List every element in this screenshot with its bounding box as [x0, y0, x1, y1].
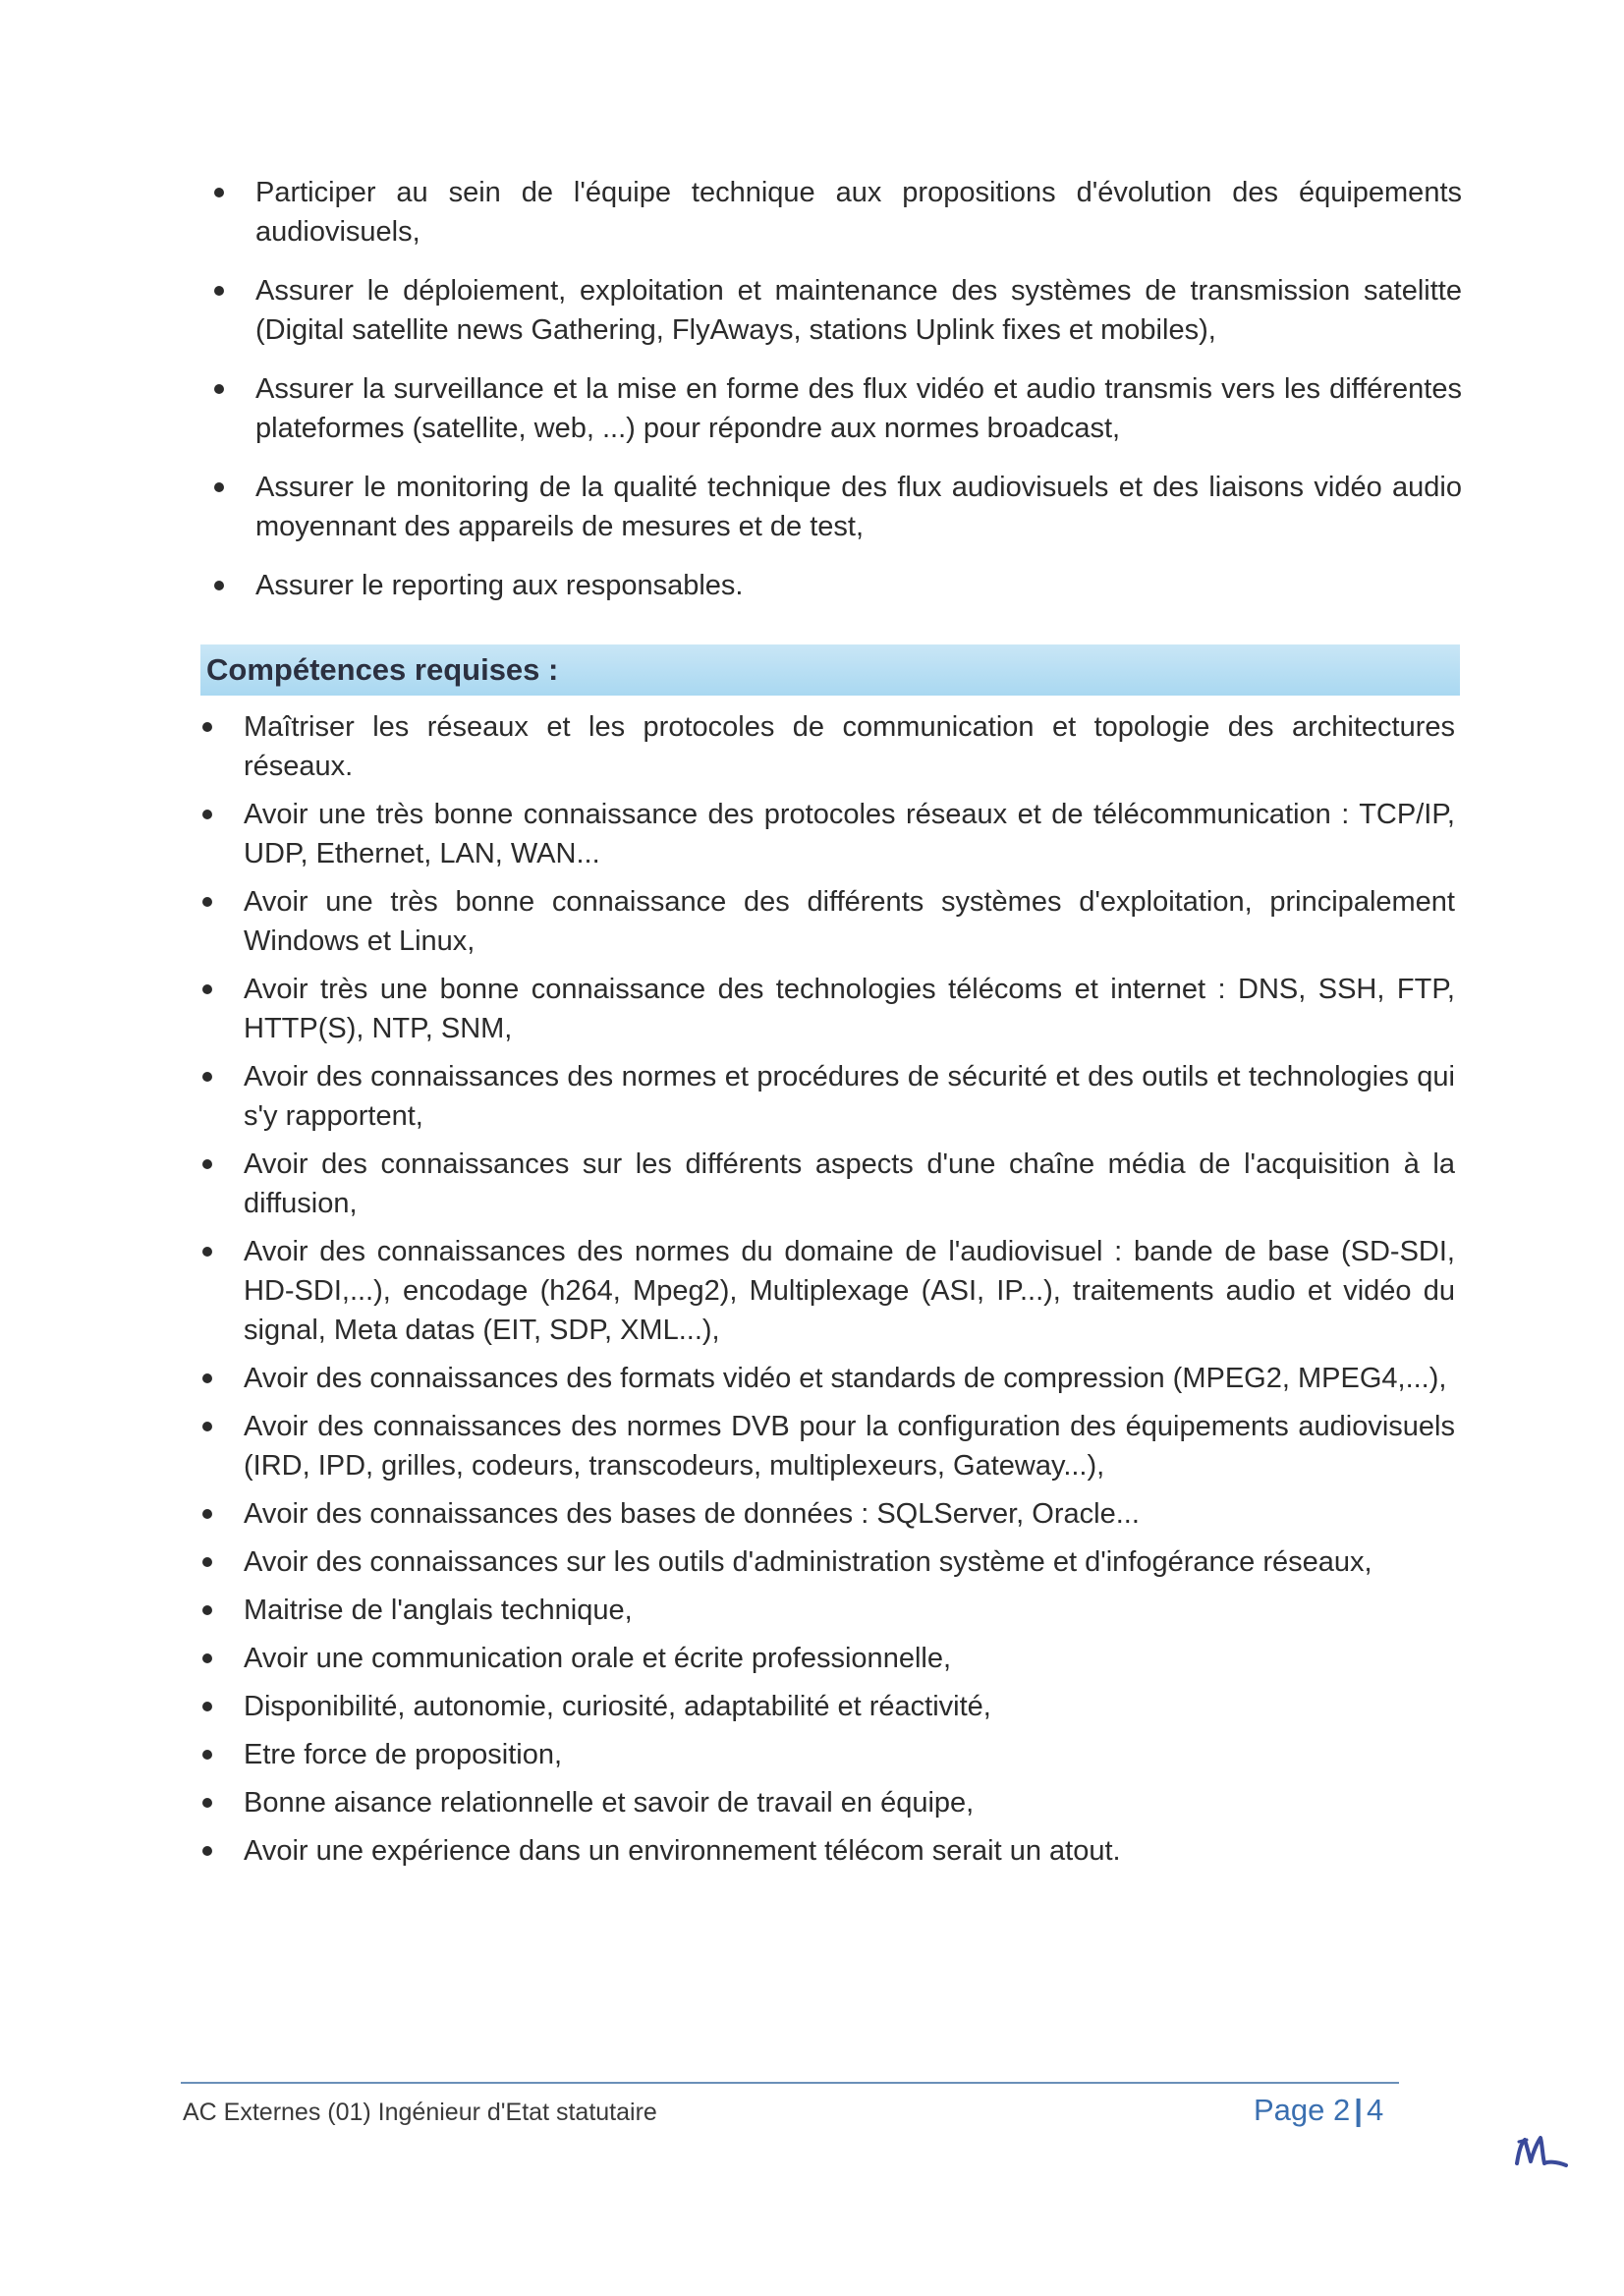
duty-item-text: Assurer la surveillance et la mise en forme des flux vidéo et audio transmis vers les différentes plateformes (satellite, web, ...) pour répondre aux normes broadcast, — [255, 373, 1462, 444]
skill-item — [193, 1359, 1455, 1398]
skill-item-text: Avoir très une bonne connaissance des technologies télécoms et internet : DNS, SSH, FTP, HTTP(S), NTP, SNM, — [244, 974, 1455, 1044]
skill-item — [193, 1783, 1455, 1822]
bullet-icon — [214, 581, 224, 590]
bullet-icon — [202, 1798, 212, 1808]
skills-heading-text: Compétences requises : — [206, 652, 559, 687]
bullet-icon — [202, 1702, 212, 1711]
skill-item-text: Avoir des connaissances des normes du domaine de l'audiovisuel : bande de base (SD-SDI, HD-SDI,...), encodage (h264, Mpeg2), Multiplexage (ASI, IP...), traitements audio et vidéo du signal, Meta datas (EIT, SDP, XML...), — [244, 1236, 1455, 1346]
bullet-icon — [202, 1846, 212, 1856]
skill-item-text: Avoir des connaissances sur les outils d'administration système et d'infogérance réseaux, — [244, 1546, 1372, 1578]
skill-item-text: Bonne aisance relationnelle et savoir de travail en équipe, — [244, 1787, 975, 1819]
bullet-icon — [202, 1072, 212, 1082]
skill-item-text: Avoir des connaissances des normes DVB pour la configuration des équipements audiovisuels (IRD, IPD, grilles, codeurs, transcodeurs, multiplexeurs, Gateway...), — [244, 1411, 1455, 1482]
handwritten-initials-signature — [1513, 2132, 1570, 2171]
skill-item-text: Etre force de proposition, — [244, 1739, 563, 1770]
bullet-icon — [202, 810, 212, 819]
skill-item — [193, 1494, 1455, 1534]
skill-item — [193, 882, 1455, 961]
skill-item — [193, 1639, 1455, 1678]
duties-list — [204, 173, 1462, 625]
skill-item — [193, 1735, 1455, 1774]
footer-divider — [181, 2082, 1399, 2084]
skill-item — [193, 970, 1455, 1048]
page-total: 4 — [1366, 2093, 1384, 2127]
duty-item — [204, 369, 1462, 448]
page-label: Page — [1254, 2093, 1325, 2127]
skill-item — [193, 1687, 1455, 1726]
duty-item-text: Assurer le monitoring de la qualité technique des flux audiovisuels et des liaisons vidéo audio moyennant des appareils de mesures et de test, — [255, 472, 1462, 542]
skill-item — [193, 1145, 1455, 1223]
skill-item-text: Avoir des connaissances des bases de données : SQLServer, Oracle... — [244, 1498, 1140, 1530]
skill-item-text: Disponibilité, autonomie, curiosité, adaptabilité et réactivité, — [244, 1691, 991, 1722]
bullet-icon — [202, 1557, 212, 1567]
duty-item — [204, 468, 1462, 546]
bullet-icon — [202, 984, 212, 994]
duty-item-text: Assurer le reporting aux responsables. — [255, 570, 744, 601]
page-number: 2 — [1333, 2093, 1351, 2127]
bullet-icon — [214, 482, 224, 492]
skill-item-text: Avoir des connaissances sur les différents aspects d'une chaîne média de l'acquisition à la diffusion, — [244, 1148, 1455, 1219]
skill-item-text: Avoir des connaissances des formats vidéo et standards de compression (MPEG2, MPEG4,...), — [244, 1363, 1447, 1394]
bullet-icon — [202, 1159, 212, 1169]
skills-list — [193, 707, 1455, 1879]
skill-item — [193, 1591, 1455, 1630]
skill-item — [193, 1407, 1455, 1485]
skill-item — [193, 1057, 1455, 1136]
skill-item — [193, 1232, 1455, 1350]
bullet-icon — [202, 1653, 212, 1663]
page-indicator — [1254, 2093, 1383, 2128]
duty-item-text: Assurer le déploiement, exploitation et maintenance des systèmes de transmission satelitte (Digital satellite news Gathering, FlyAways, stations Uplink fixes et mobiles), — [255, 275, 1462, 346]
duty-item-text: Participer au sein de l'équipe technique aux propositions d'évolution des équipements audiovisuels, — [255, 177, 1462, 248]
bullet-icon — [202, 1509, 212, 1519]
skill-item — [193, 1831, 1455, 1871]
skill-item-text: Avoir des connaissances des normes et procédures de sécurité et des outils et technologies qui s'y rapportent, — [244, 1061, 1455, 1132]
bullet-icon — [202, 1373, 212, 1383]
skills-section-heading — [200, 644, 1460, 696]
bullet-icon — [202, 1247, 212, 1257]
skill-item — [193, 1542, 1455, 1582]
skill-item-text: Avoir une communication orale et écrite professionnelle, — [244, 1643, 952, 1674]
duty-item — [204, 566, 1462, 605]
bullet-icon — [202, 722, 212, 732]
skill-item-text: Maitrise de l'anglais technique, — [244, 1595, 633, 1626]
skill-item-text: Maîtriser les réseaux et les protocoles de communication et topologie des architectures réseaux. — [244, 711, 1455, 782]
skill-item — [193, 707, 1455, 786]
duty-item — [204, 271, 1462, 350]
skill-item-text: Avoir une très bonne connaissance des protocoles réseaux et de télécommunication : TCP/IP, UDP, Ethernet, LAN, WAN... — [244, 799, 1455, 869]
bullet-icon — [214, 188, 224, 197]
footer-document-title: AC Externes (01) Ingénieur d'Etat statutaire — [183, 2099, 657, 2126]
duty-item — [204, 173, 1462, 252]
skill-item-text: Avoir une très bonne connaissance des différents systèmes d'exploitation, principalement Windows et Linux, — [244, 886, 1455, 957]
skill-item-text: Avoir une expérience dans un environnement télécom serait un atout. — [244, 1835, 1121, 1867]
bullet-icon — [202, 897, 212, 907]
skill-item — [193, 795, 1455, 873]
bullet-icon — [202, 1750, 212, 1760]
bullet-icon — [214, 286, 224, 296]
bullet-icon — [214, 384, 224, 394]
page-separator: | — [1354, 2093, 1363, 2127]
bullet-icon — [202, 1422, 212, 1431]
bullet-icon — [202, 1605, 212, 1615]
